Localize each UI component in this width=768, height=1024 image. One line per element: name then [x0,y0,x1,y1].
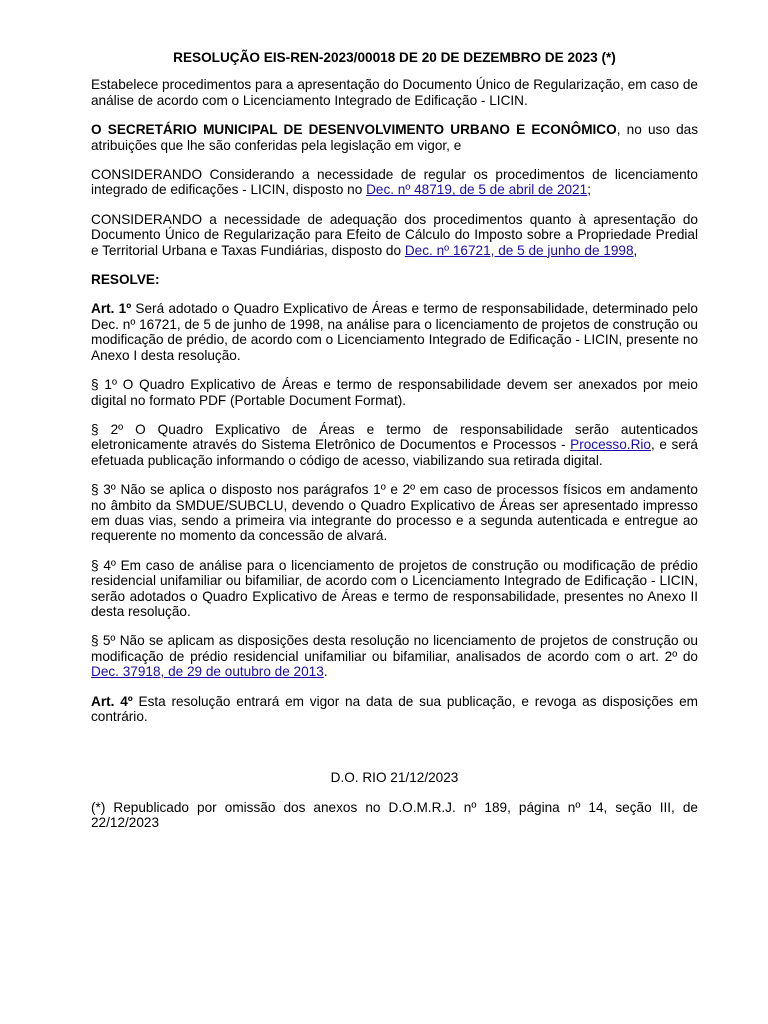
considerando-1: CONSIDERANDO Considerando a necessidade de regular os procedimentos de licenciamento integrado de edificações - LICIN, disposto no Dec. nº 48719, de 5 de abril de 2021; [91,167,698,198]
document-title: RESOLUÇÃO EIS-REN-2023/00018 DE 20 DE DEZEMBRO DE 2023 (*) [173,50,616,65]
considerando-2: CONSIDERANDO a necessidade de adequação dos procedimentos quanto à apresentação do Documento Único de Regularização para Efeito de Cálculo do Imposto sobre a Propriedade Predial e Territorial Urbana e Taxas Fundiárias, disposto do Dec. nº 16721, de 5 de junho de 1998, [91,211,698,258]
paragraph-3: § 3º Não se aplica o disposto nos parágrafos 1º e 2º em caso de processos físicos em andamento no âmbito da SMDUE/SUBCLU, devendo o Quadro Explicativo de Áreas ser apresentado impresso em duas vias, sendo a primeira via integrante do processo e a segunda autenticada e entregue ao requerente no momento da concessão de alvará. [91,482,698,544]
art-4-label: Art. 4º [91,693,133,709]
dec-48719-link[interactable]: Dec. nº 48719, de 5 de abril de 2021 [366,182,588,198]
paragraph-2: § 2º O Quadro Explicativo de Áreas e termo de responsabilidade serão autenticados eletronicamente através do Sistema Eletrônico de Documentos e Processos - Processo.Rio, e será efetuada publicação informando o código de acesso, viabilizando sua retirada digital. [91,421,698,468]
dec-37918-link[interactable]: Dec. 37918, de 29 de outubro de 2013 [91,664,324,680]
resolve-heading: RESOLVE: [91,272,160,288]
paragraph-4: § 4º Em caso de análise para o licenciamento de projetos de construção ou modificação de prédio residencial unifamiliar ou bifamiliar, de acordo com o Licenciamento Integrado de Edificação - LICIN, serão adotados o Quadro Explicativo de Áreas e termo de responsabilidade, presentes no Anexo II desta resolução. [91,557,698,619]
art-1-label: Art. 1º [91,301,132,317]
paragraph-5: § 5º Não se aplicam as disposições desta resolução no licenciamento de projetos de construção ou modificação de prédio residencial unifamiliar ou bifamiliar, analisados de acordo com o art. 2º do Dec. 37918, de 29 de outubro de 2013. [91,633,698,680]
art-1: Art. 1º Será adotado o Quadro Explicativo de Áreas e termo de responsabilidade, determinado pelo Dec. nº 16721, de 5 de junho de 1998, na análise para o licenciamento de projetos de construção ou modificação de prédio, de acordo com o Licenciamento Integrado de Edificação - LICIN, presente no Anexo I desta resolução. [91,301,698,363]
do-rio-date: D.O. RIO 21/12/2023 [330,770,459,786]
art-4: Art. 4º Esta resolução entrará em vigor na data de sua publicação, e revoga as disposições em contrário. [91,693,698,724]
paragraph-1: § 1º O Quadro Explicativo de Áreas e termo de responsabilidade devem ser anexados por meio digital no formato PDF (Portable Document Format). [91,377,698,408]
authority-paragraph [91,122,698,153]
authority-rest: , no uso das atribuições que lhe são conferidas pela legislação em vigor, e [91,122,699,153]
processo-rio-link[interactable]: Processo.Rio [570,437,651,453]
ementa: Estabelece procedimentos para a apresentação do Documento Único de Regularização, em caso de análise de acordo com o Licenciamento Integrado de Edificação - LICIN. [91,77,698,108]
authority-name: O SECRETÁRIO MUNICIPAL DE DESENVOLVIMENTO URBANO E ECONÔMICO [91,122,617,138]
republication-note: (*) Republicado por omissão dos anexos no D.O.M.R.J. nº 189, página nº 14, seção III, de 22/12/2023 [91,799,698,831]
dec-16721-link[interactable]: Dec. nº 16721, de 5 de junho de 1998 [404,242,634,258]
